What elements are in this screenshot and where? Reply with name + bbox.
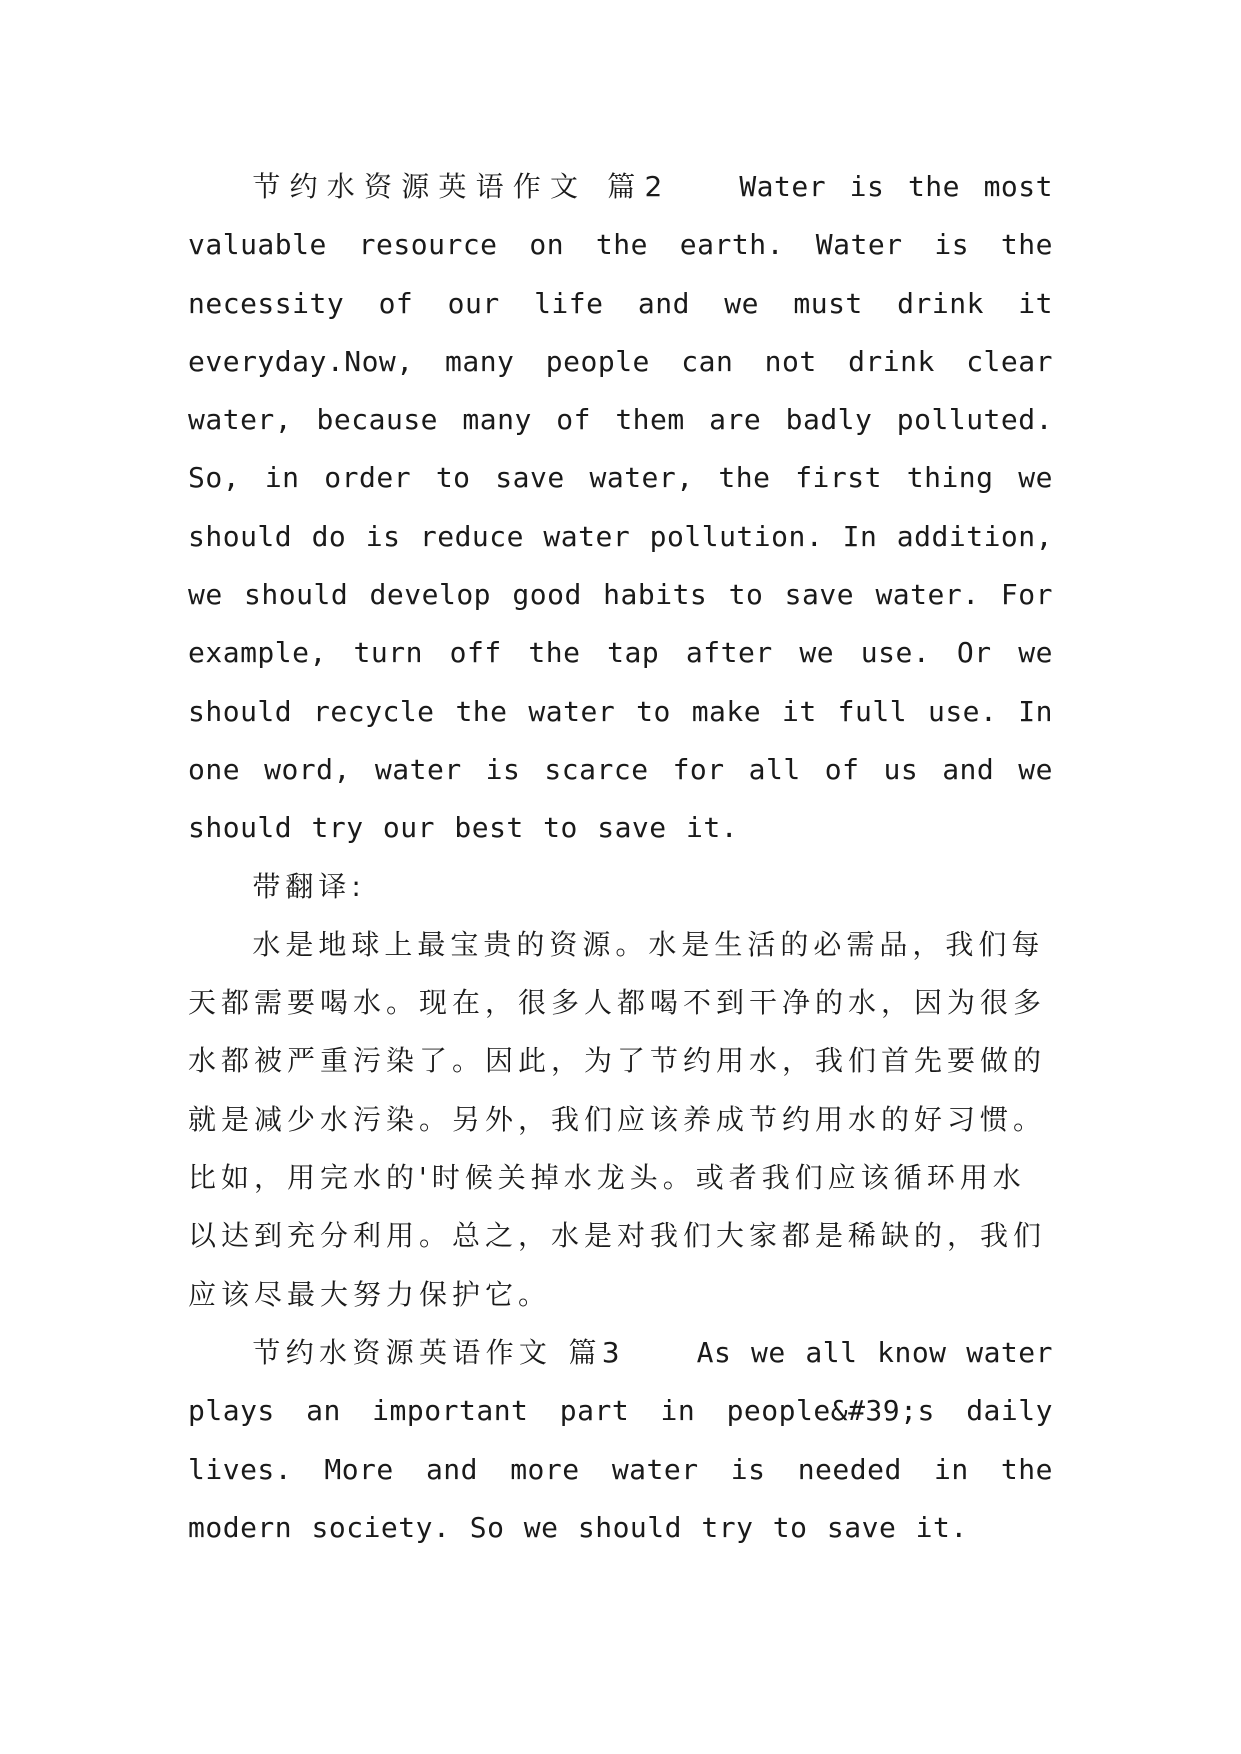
essay-2-heading: 节约水资源英语作文 篇2 — [252, 170, 668, 203]
essay-3-paragraph — [188, 1324, 1053, 1557]
translation-label: 带翻译: — [252, 869, 366, 903]
essay-3-heading: 节约水资源英语作文 篇3 — [252, 1335, 625, 1369]
essay-2-paragraph — [188, 158, 1053, 858]
essay-2-english-text: Water is the most valuable resource on the earth. Water is the necessity of our life and we must drink it everyday.Now, many people can not drink clear water, because many of them are badly polluted. So, in order to save water, the first thing we should do is reduce water pollution. In addition, we should develop good habits to save water. For example, turn off the tap after we use. Or we should recycle the water to make it full use. In one word, water is scarce for all of us and we should try our best to save it. — [188, 170, 1054, 845]
document-page — [188, 158, 1053, 1557]
translation-text: 水是地球上最宝贵的资源。水是生活的必需品，我们每天都需要喝水。现在，很多人都喝不到干净的水，因为很多水都被严重污染了。因此，为了节约用水，我们首先要做的就是减少水污染。另外，我们应该养成节约用水的好习惯。比如，用完水的'时候关掉水龙头。或者我们应该循环用水以达到充分利用。总之，水是对我们大家都是稀缺的，我们应该尽最大努力保护它。 — [188, 927, 1047, 1311]
essay-3-english-text: As we all know water plays an important part in people&#39;s daily lives. More and more water is needed in the modern society. So we should try to save it. — [188, 1335, 1054, 1544]
